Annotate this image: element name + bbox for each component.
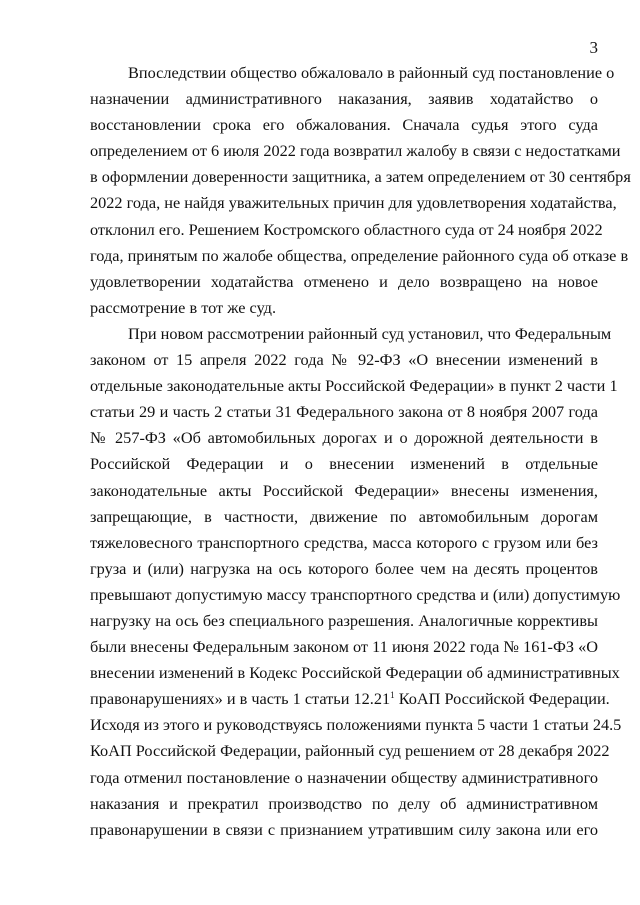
text-line: законодательные акты Российской Федерации» внесены изменения, (90, 480, 598, 500)
text-line: были внесены Федеральным законом от 11 июня 2022 года № 161-ФЗ «О (90, 637, 598, 657)
text-line: законом от 15 апреля 2022 года № 92-ФЗ «О внесении изменений в (90, 350, 598, 370)
text-fragment: правонарушениях» и в часть 1 статьи 12.21 (90, 689, 391, 709)
text-line: отдельные законодательные акты Российской Федерации» в пункт 2 части 1 (90, 376, 618, 396)
text-line: года отменил постановление о назначении обществу административного (90, 767, 598, 787)
paragraph (90, 60, 631, 321)
text-line: в оформлении доверенности защитника, а затем определением от 30 сентября (90, 167, 631, 187)
text-line: рассмотрение в тот же суд. (90, 297, 277, 317)
text-line: Исходя из этого и руководствуясь положениями пункта 5 части 1 статьи 24.5 (90, 715, 622, 735)
text-line (90, 686, 610, 712)
text-line: Впоследствии общество обжаловало в районный суд постановление о (128, 63, 615, 82)
text-line: отклонил его. Решением Костромского областного суда от 24 ноября 2022 (90, 219, 603, 239)
page-number: 3 (589, 38, 598, 57)
text-line: 2022 года, не найдя уважительных причин для удовлетворения ходатайства, (90, 193, 617, 213)
text-line: превышают допустимую массу транспортного средства и (или) допустимую (90, 584, 621, 604)
text-line: восстановлении срока его обжалования. Сначала судья этого суда (90, 115, 598, 135)
text-line: № 257-ФЗ «Об автомобильных дорогах и о дорожной деятельности в (90, 428, 598, 448)
text-line: правонарушении в связи с признанием утратившим силу закона или его (90, 819, 598, 839)
text-line: нагрузку на ось без специального разрешения. Аналогичные коррективы (90, 610, 598, 630)
text-line: внесении изменений в Кодекс Российской Федерации об административных (90, 663, 620, 683)
text-line: статьи 29 и часть 2 статьи 31 Федерального закона от 8 ноября 2007 года (90, 402, 598, 422)
text-line: года, принятым по жалобе общества, определение районного суда об отказе в (90, 245, 629, 265)
text-line: груза и (или) нагрузка на ось которого более чем на десять процентов (90, 558, 598, 578)
text-line: удовлетворении ходатайства отменено и дело возвращено на новое (90, 271, 598, 291)
text-line: тяжеловесного транспортного средства, масса которого с грузом или без (90, 532, 598, 552)
text-line: назначении административного наказания, заявив ходатайство о (90, 89, 598, 109)
text-line: определением от 6 июля 2022 года возвратил жалобу в связи с недостатками (90, 141, 621, 161)
text-line: наказания и прекратил производство по делу об административном (90, 793, 598, 813)
paragraph (90, 321, 622, 843)
document-body (90, 60, 631, 843)
text-line: Российской Федерации и о внесении изменений в отдельные (90, 454, 598, 474)
text-fragment: КоАП Российской Федерации. (394, 689, 610, 709)
text-line: запрещающие, в частности, движение по автомобильным дорогам (90, 506, 598, 526)
superscript: 1 (390, 690, 395, 701)
text-line: При новом рассмотрении районный суд установил, что Федеральным (128, 323, 612, 343)
text-line: КоАП Российской Федерации, районный суд решением от 28 декабря 2022 (90, 741, 610, 761)
